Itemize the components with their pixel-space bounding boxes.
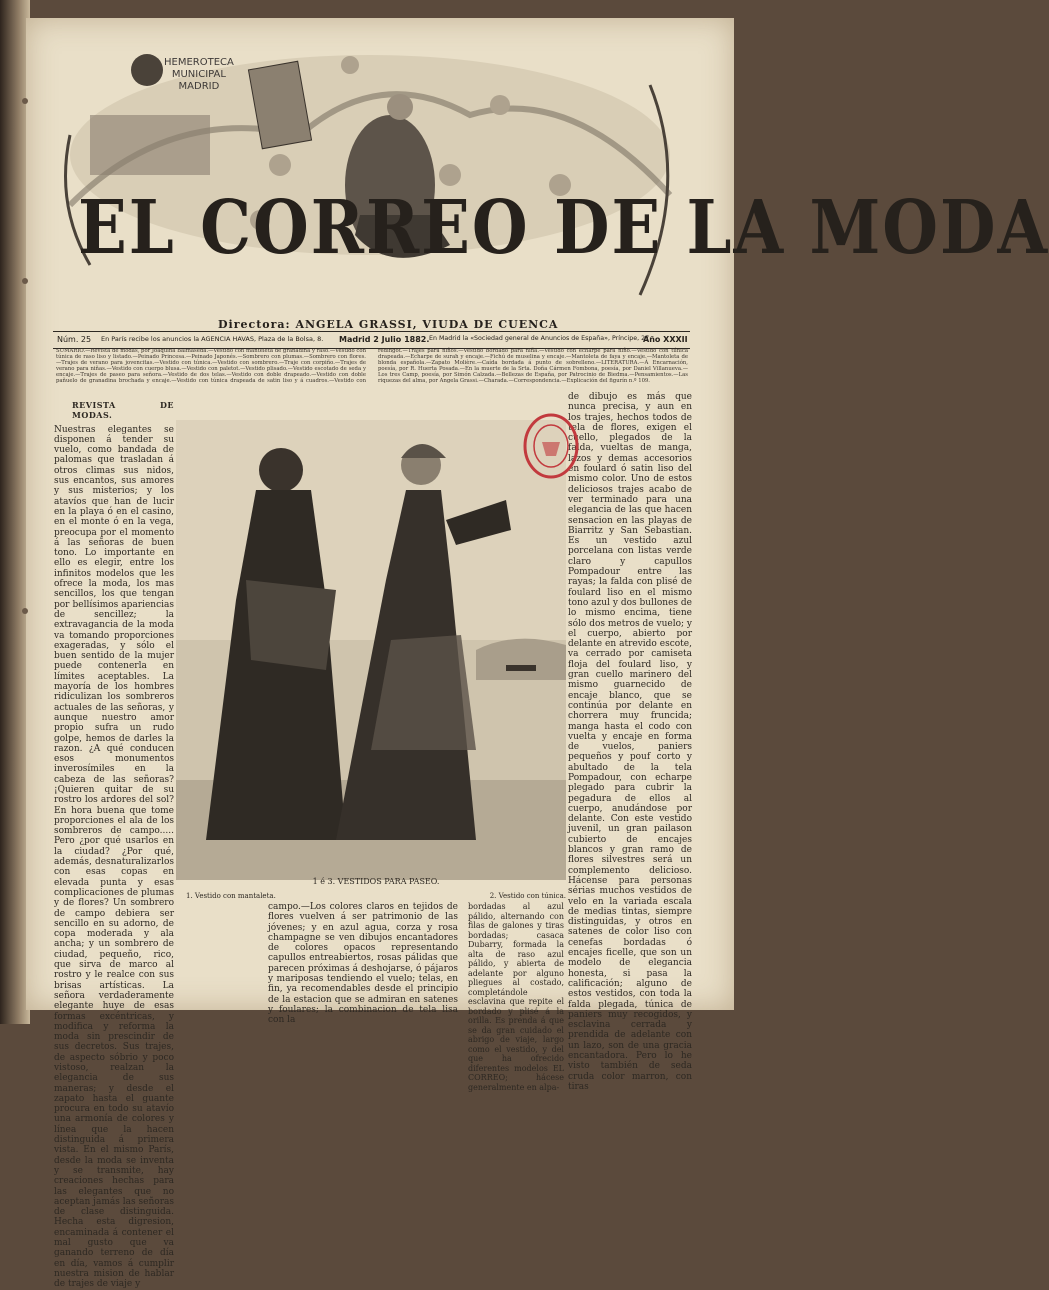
stamp-line: HEMEROTECA <box>164 57 234 68</box>
article-text: bordadas al azul pálido, alternando con filas de galones y tiras bordadas; casaca Dubarry, formada la alta de raso azul pálido, y abierta de adelante por alguno pliegues al costado, completándole esclavina que repite el bordado y plisé á la orilla. Es prenda á que se da gran cuidado el abrigo de viaje, largo como el vestido, y del que ha ofrecido diferentes modelos EL CORREO; hácese generalmente en alpa- <box>468 902 564 1092</box>
issue-date: Madrid 2 Julio 1882. <box>339 335 430 344</box>
binding-hole <box>22 608 28 614</box>
directora-line: Directora: ANGELA GRASSI, VIUDA DE CUENCA <box>218 318 559 331</box>
stamp-line: MUNICIPAL <box>171 69 226 80</box>
summary-block: SUMARIO.—Revista de modas, por Joaquina Balmaseda.—Vestido con manteleta de granadina y raso.—Vestido con túnica de raso liso y listado.—Peinado Princesa.—Peinado Japonés.—Sombrero con plumas.—Sombrero con flores.—Trajes de verano para jovencitas.—Vestido con túnica.—Vestido con sombrero.—Traje con corpiño.—Trajes de verano para niñas.—Vestido con cuerpo blusa.—Vestido con paletot.—Vestido plisado.—Vestido escotado de seda y encaje.—Trajes de paseo para señora.—Vestido de dos telas.—Vestido con doble drapeado.—Vestido con doble pañuelo de granadina brochada y encaje.—Vestido con túnica drapeada de satin liso y á cuadros.—Vestido con redingot.—Trajes para niños.—Vestido bordado para niña.—Vestido con echarpe para niño.—Vestido con túnica drapeada.—Echarpe de surah y encaje.—Fichú de muselina y encaje.—Mantoleta de faya y encaje.—Mantoleta de blonda española.—Zapato Molière.—Caída bordada á punto de sobrelleno.—LITERATURA.—Á Encarnación, poesía, por R. Huerta Posada.—En la muerte de la Srta. Doña Cármen Fombona, poesía, por Daniel Villanueva.—Los tres Camp, poesía, por Simón Calzada.—Bellezas de España, por Patrocinio de Biedma.—Pensamientos.—Las riquezas del alma, por Angela Grassi.—Charada.—Correspondencia.—Explicación del figurín n.º 109. <box>56 348 688 385</box>
plate-caption <box>186 877 566 900</box>
fashion-plate-illustration <box>176 420 566 880</box>
madrid-agency: En Madrid la «Sociedad general de Anuncios de España», Príncipe, 27 <box>429 335 650 342</box>
caption-main: 1 é 3. VESTIDOS PARA PASEO. <box>312 877 440 886</box>
issue-year: Año XXXII <box>643 335 688 344</box>
paris-agency: En París recibe los anuncios la AGENCIA HAVAS, Plaza de la Bolsa, 8. <box>101 335 324 343</box>
article-text: campo.—Los colores claros en tejidos de flores vuelven á ser patrimonio de las jóvenes; y en azul agua, corza y rosa champagne se ven dibujos encantadores de colores opacos representando capullos entreabiertos, rosas pálidas que parecen próximas á deshojarse, ó pájaros y mariposas tendiendo el vuelo; telas, en fin, ya recomendables desde el principio de la estacion que se admiran en satenes y foulares; la combinacion de tela lisa con la <box>268 902 458 1026</box>
binding-hole <box>22 98 28 104</box>
article-column-middle <box>268 902 458 1026</box>
article-column-bottom-right <box>468 902 564 1092</box>
stamp-line: MADRID <box>178 81 220 92</box>
red-library-seal <box>522 412 580 480</box>
issue-info-bar <box>53 331 690 349</box>
masthead-engraving <box>50 45 690 315</box>
binding-hole <box>22 278 28 284</box>
masthead-title: EL CORREO DE LA MODA <box>78 185 1049 272</box>
article-column-left <box>54 400 174 1290</box>
article-column-right <box>568 392 692 1092</box>
issue-number: Núm. 25 <box>57 335 92 344</box>
caption-left: 1. Vestido con mantaleta. <box>186 892 276 900</box>
library-stamp <box>164 57 234 93</box>
article-text: Nuestras elegantes se disponen á tender su vuelo, como bandada de palomas que trasladan á otros climas sus nidos, sus encantos, sus amores y sus misterios; y los atavíos que han de lucir en la playa ó en el casino, en el monte ó en la vega, preocupa por el momento á las señoras de buen tono. Lo importante en ello es elegir, entre los infinitos modelos que les ofrece la moda, los mas sencillos, los que tengan por bellísimos apariencias de sencillez; la extravagancia de la moda va tomando proporciones exageradas, y sólo el buen sentido de la mujer puede contenerla en límites aceptables. La mayoría de los hombres ridiculizan los sombreros actuales de las señoras, y aunque nuestro amor propio sufra un rudo golpe, hemos de darles la razon. ¿A qué conducen esos monumentos inverosímiles en la cabeza de las señoras? ¡Quieren quitar de su rostro los ardores del sol? En hora buena que tome proporciones el ala de los sombreros de campo..... Pero ¿por qué usarlos en la ciudad? ¿Por qué, además, desnaturalizarlos con esas copas en elevada punta y esas complicaciones de plumas y de flores? Un sombrero de campo debiera ser sencillo en su adorno, de copa moderada y ala ancha; y un sombrero de ciudad, pequeño, rico, que sirva de marco al rostro y le realce con sus brisas artísticas. La señora verdaderamente elegante huye de esas formas excéntricas, y modifica y reforma la moda sin prescindir de sus decretos. Sus trajes, de aspecto sóbrio y poco vistoso, realzan la elegancia de sus maneras; y desde el zapato hasta el guante procura en todo su atavío una armonía de colores y línea que la hacen distinguida á primera vista. En el mismo París, desde la moda se inventa y se transmite, hay creaciones hechas para las elegantes que no aceptan jamás las señoras de clase distinguida. Hecha esta digresion, encaminada á contener el mal gusto que va ganando terreno de día en día, vamos á cumplir nuestra mision de hablar de trajes de viaje y <box>54 424 174 1290</box>
article-heading: REVISTA DE MODAS. <box>72 400 174 421</box>
article-text: de dibujo es más que nunca precisa, y aun en los trajes, hechos todos de tela de flores, exigen el cuello, plegados de la falda, vueltas de manga, lazos y demas accesorios en foulard ó satin liso del mismo color. Uno de estos deliciosos trajes acabo de ver terminado para una elegancia de las que hacen sensacion en las playas de Biarritz y San Sebastian. Es un vestido azul porcelana con listas verde claro y capullos Pompadour entre las rayas; la falda con plisé de foulard liso en el mismo tono azul y dos bullones de lo mismo encima, tiene sólo dos metros de vuelo; y el cuerpo, abierto por delante en atrevido escote, va cerrado por camiseta floja del foulard liso, y gran cuello marinero del mismo guarnecido de encaje blanco, que se continúa por delante en chorrera muy fruncida; manga hasta el codo con vuelta y encaje en forma de vuelos, paniers pequeños y pouf corto y abultado de la tela Pompadour, con echarpe plegado para cubrir la pegadura de ellos al cuerpo, anudándose por delante. Con este vestido juvenil, un gran pailason cubierto de encajes blancos y gran ramo de flores silvestres será un complemento delicioso. Hácense para personas sérias muchos vestidos de velo en la variada escala de medias tintas, siempre distinguidas, y otros en satenes de color liso con cenefas bordadas ó encajes ficelle, que son un modelo de elegancia honesta, si pasa la calificación; alguno de estos vestidos, con toda la falda plegada, túnica de paniers muy recogidos, y esclavina cerrada y prendida de adelante con un lazo, son de una gracia encantadora. Pero lo he visto también de seda cruda color marron, con tiras <box>568 392 692 1092</box>
caption-right: 2. Vestido con túnica. <box>489 892 566 900</box>
